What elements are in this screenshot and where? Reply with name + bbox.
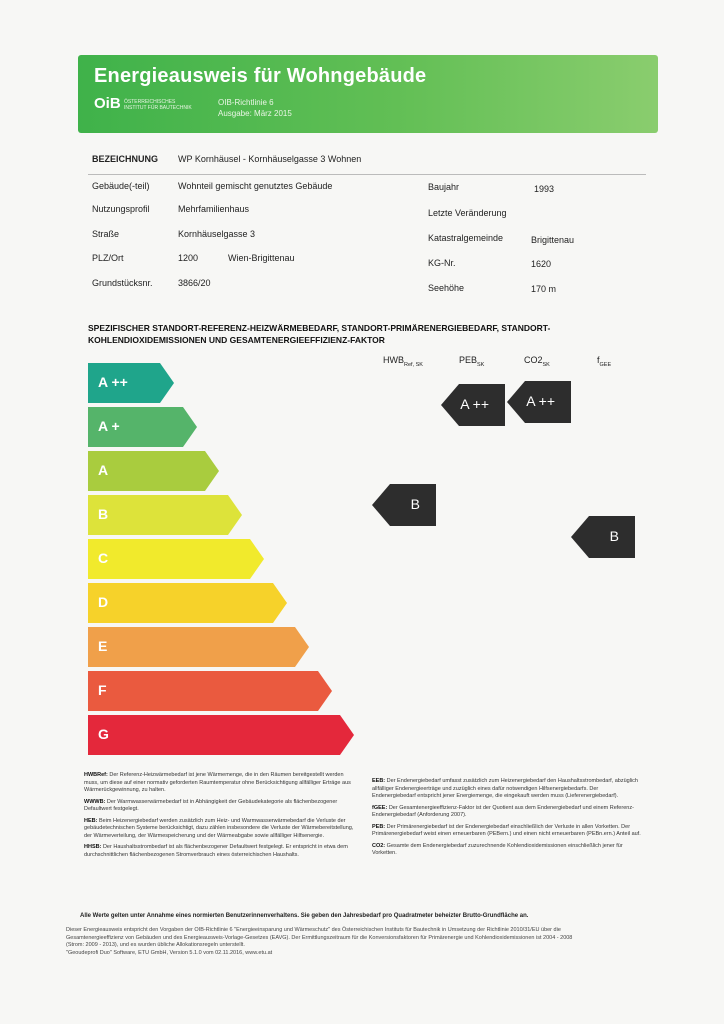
hwb-column-header: $HWB_{Ref, SK}$ — [383, 355, 423, 368]
scale-bar-label: A — [98, 462, 109, 478]
peb-rating-label: A ++ — [460, 396, 489, 412]
peb-column-header: $PEB_{SK}$ — [459, 355, 485, 368]
zip-city-label: PLZ/Ort — [92, 253, 124, 263]
fgee-rating-marker — [571, 516, 635, 558]
legend-left — [84, 772, 354, 863]
building-part-label: Gebäude(-teil) — [92, 181, 150, 191]
scale-bar-label: D — [98, 594, 109, 610]
oib-logo-subtitle: ÖSTERREICHISCHES INSTITUT FÜR BAUTECHNIK — [124, 99, 192, 111]
info-divider — [88, 174, 646, 175]
scale-bar-e — [88, 627, 309, 667]
cadastral-value: Brigittenau — [531, 235, 575, 245]
cadastral-label: Katastralgemeinde — [428, 233, 504, 243]
scale-bar-shape — [88, 539, 264, 579]
footer-note: Alle Werte gelten unter Annahme eines normierten Benutzerinnenverhaltens. Sie geben den Jahresbedarf pro Quadratmeter beheizter Brutto-Grundfläche an. — [80, 913, 529, 919]
scale-bar-shape — [88, 495, 242, 535]
designation-value: WP Kornhäusel - Kornhäuselgasse 3 Wohnen — [178, 154, 362, 164]
legend-peb: PEB: Der Primärenergiebedarf ist der Endenergiebedarf einschließlich der Verluste in allen Vorketten. Der Primärenergiebedarf weist einen erneuerbaren (PEBern.) und einen nicht erneuerbaren (PEBn.ern.) Anteil auf. — [372, 823, 641, 837]
scale-bar-aplus — [88, 407, 197, 447]
oib-logo: OiB — [94, 95, 121, 112]
building-part-value: Wohnteil gemischt genutztes Gebäude — [178, 181, 333, 191]
scale-bar-label: A ++ — [98, 374, 128, 390]
scale-bar-label: G — [98, 726, 109, 742]
peb-rating-marker — [441, 384, 505, 426]
scale-bar-shape — [88, 583, 287, 623]
city-value: Wien-Brigittenau — [228, 253, 295, 263]
co2-rating-marker — [507, 381, 571, 423]
scale-bar-label: A + — [98, 418, 120, 434]
scale-bar-c — [88, 539, 264, 579]
scale-bar-label: B — [98, 506, 109, 522]
scale-bar-a — [88, 451, 219, 491]
co2-rating-label: A ++ — [526, 393, 555, 409]
kg-number-label: KG-Nr. — [428, 258, 456, 268]
footer-compliance: Dieser Energieausweis entspricht den Vorgaben der OIB-Richtlinie 6 "Energieeinsparung und Wärmeschutz" des Österreichischen Instituts für Bautechnik in Umsetzung der Richtlinie 2010/31/EU über die Gesamtenergieeffizienz von Gebäuden und des Energieausweis-Vorlage-Gesetzes (EAVG). Der Ermittlungszeitraum für die Konversionsfaktoren für Primärenergie und Kohlendioxidemissionen ist 2004 - 2008 (Strom: 2009 - 2013), und es wurden übliche Allokationsregeln unterstellt. — [66, 927, 573, 948]
fgee-rating-label: B — [609, 528, 619, 544]
designation-label: BEZEICHNUNG — [92, 154, 159, 164]
legend-heb: HEB: Beim Heizenergiebedarf werden zusätzlich zum Heiz- und Warmwasserwärmebedarf die Verluste der gebäudetechnischen Systeme berücksichtigt, dazu zählen insbesondere die Verluste der Wärmebereitstellung, der Wärmeverteilung, der Wärmespeicherung und der Wärmeabgabe sowie allfälliger Hilfsenergie. — [84, 817, 354, 839]
scale-bar-label: E — [98, 638, 108, 654]
plot-number-value: 3866/20 — [178, 278, 211, 288]
scale-bar-label: C — [98, 550, 109, 566]
altitude-label: Seehöhe — [428, 283, 465, 293]
scale-bar-b — [88, 495, 242, 535]
fgee-column-header: $f_{GEE}$ — [597, 355, 612, 368]
scale-bar-label: F — [98, 682, 107, 698]
footer-text — [66, 927, 586, 957]
last-change-label: Letzte Veränderung — [428, 208, 507, 218]
certificate-title: Energieausweis für Wohngebäude — [94, 65, 427, 87]
guideline-name: OIB-Richtlinie 6 — [218, 98, 274, 107]
street-label: Straße — [92, 229, 120, 239]
scale-bar-d — [88, 583, 287, 623]
scale-bar-shape — [88, 627, 309, 667]
certificate-header — [78, 55, 658, 133]
zip-value: 1200 — [178, 253, 199, 263]
legend-hwb: HWBRef: Der Referenz-Heizwärmebedarf ist jene Wärmemenge, die in den Räumen bereitgestellt werden muss, um diese auf einer normativ geforderten Raumtemperatur ohne Berücksichtigung allfälliger Erträge aus Wärmerückgewinnung, zu halten. — [84, 772, 351, 793]
scale-bar-shape — [88, 671, 332, 711]
construction-year-value: 1993 — [534, 184, 555, 194]
hwb-rating-marker — [372, 484, 436, 526]
legend-wwwb: WWWB: Der Warmwasserwärmebedarf ist in Abhängigkeit der Gebäudekategorie als flächenbezogener Defaultwert festgelegt. — [84, 798, 338, 812]
co2-column-header: $CO2_{SK}$ — [524, 355, 550, 368]
legend-co2: CO2: Gesamte dem Endenergiebedarf zuzurechnende Kohlendioxidemissionen einschließlich jener für Vorketten. — [372, 842, 623, 856]
kg-number-value: 1620 — [531, 259, 552, 269]
plot-number-label: Grundstücksnr. — [92, 278, 153, 288]
usage-profile-label: Nutzungsprofil — [92, 204, 150, 214]
altitude-value: 170 m — [531, 284, 557, 294]
scale-bar-f — [88, 671, 332, 711]
legend-hhsb: HHSB: Der Haushaltsstrombedarf ist als flächenbezogener Defaultwert festgelegt. Er entspricht in etwa dem durchschnittlichen flächenbezogenen Stromverbrauch eines österreichischen Haushalts. — [84, 844, 348, 858]
scale-bar-shape — [88, 715, 354, 755]
footer-software: "Geoudeprofi Duo" Software, ETU GmbH, Version 5.1.0 vom 02.11.2016, www.etu.at — [66, 949, 273, 956]
street-value: Kornhäuselgasse 3 — [178, 229, 256, 239]
legend-fgee: fGEE: Der Gesamtenergieeffizienz-Faktor ist der Quotient aus dem Endenergiebedarf und einem Referenz-Endenergiebedarf (Anforderung 2007). — [372, 804, 634, 818]
usage-profile-value: Mehrfamilienhaus — [178, 204, 250, 214]
scale-bar-aplusplus — [88, 363, 174, 403]
section-title: SPEZIFISCHER STANDORT-REFERENZ-HEIZWÄRMEBEDARF, STANDORT-PRIMÄRENERGIEBEDARF, STANDORT-KOHLENDIOXIDEMISSIONEN UND GESAMTENERGIEEFFIZIENZ-FAKTOR — [88, 323, 551, 345]
guideline-info — [218, 97, 292, 119]
legend-right — [372, 778, 642, 862]
construction-year-label: Baujahr — [428, 182, 460, 192]
scale-bar-g — [88, 715, 354, 755]
legend-eeb: EEB: Der Endenergiebedarf umfasst zusätzlich zum Heizenergiebedarf den Haushaltsstrombedarf, abzüglich allfälliger Endenergieerträge und zuzüglich eines dafür notwendigen Hilfsenergiebedarfs. Der Endenergiebedarf entspricht jener Energiemenge, die eingekauft werden muss (Lieferenergiebedarf). — [372, 778, 638, 799]
guideline-edition: Ausgabe: März 2015 — [218, 109, 292, 118]
hwb-rating-label: B — [410, 496, 420, 512]
